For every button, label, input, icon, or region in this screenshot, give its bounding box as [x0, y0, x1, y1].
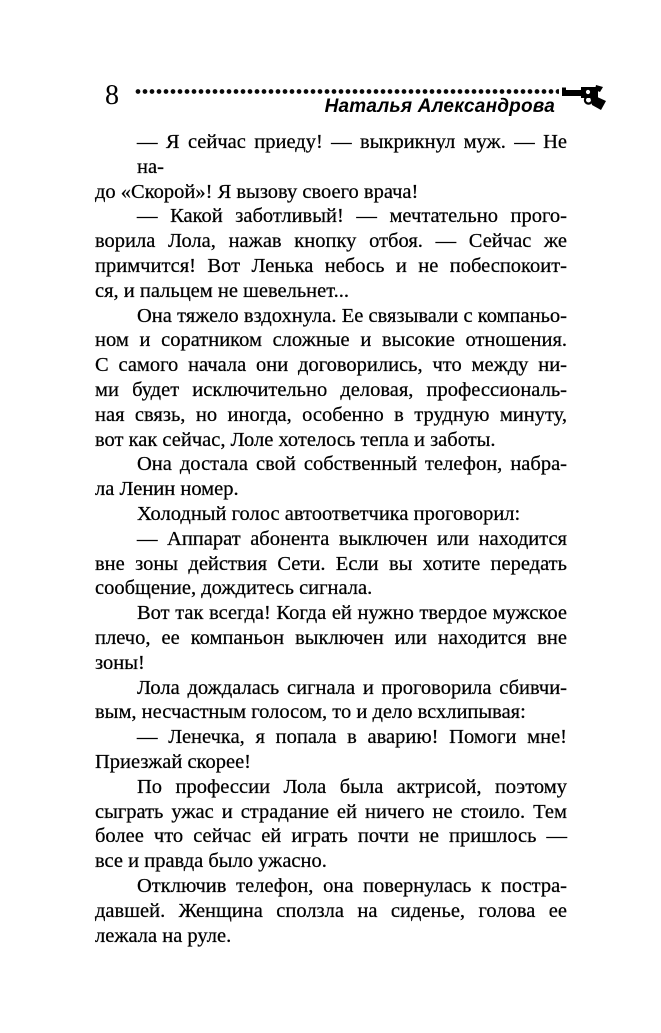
text-line: ворила Лола, нажав кнопку отбоя. — Сейчас же: [95, 230, 567, 253]
text-line: С самого начала они договорились, что между ни-: [95, 354, 567, 377]
revolver-icon: [561, 82, 607, 110]
text-line: Отключив телефон, она повернулась к постра-: [137, 874, 567, 897]
text-line: ми будет исключительно деловая, профессиональ-: [95, 378, 567, 401]
text-line: Она тяжело вздохнула. Ее связывали с компаньо-: [137, 304, 567, 327]
paragraph: [95, 304, 567, 453]
paragraph: [95, 502, 567, 527]
text-line: Она достала свой собственный телефон, набра-: [137, 453, 567, 476]
text-line: — Какой заботливый! — мечтательно прого-: [137, 205, 567, 228]
text-line: примчится! Вот Ленька небось и не побеспокоит-: [95, 254, 567, 277]
text-line: ся, и пальцем не шевельнет...: [95, 279, 350, 302]
running-head: [105, 80, 605, 130]
paragraph: [95, 527, 567, 601]
paragraph: [95, 130, 567, 204]
paragraph: [95, 601, 567, 675]
text-line: ла Ленин номер.: [95, 478, 239, 501]
text-line: до «Скорой»! Я вызову своего врача!: [95, 180, 419, 203]
text-line: Вот так всегда! Когда ей нужно твердое мужское: [137, 602, 567, 625]
text-line: вот как сейчас, Лоле хотелось тепла и заботы.: [95, 428, 496, 451]
text-line: давшей. Женщина сползла на сиденье, голова ее: [95, 899, 567, 922]
text-line: сыграть ужас и страдание ей ничего не стоило. Тем: [95, 800, 567, 823]
text-line: По профессии Лола была актрисой, поэтому: [137, 775, 567, 798]
paragraph: [95, 204, 567, 303]
text-line: Холодный голос автоответчика проговорил:: [137, 502, 521, 525]
page-number: 8: [105, 80, 119, 111]
text-line: вым, несчастным голосом, то и дело всхлипывая:: [95, 701, 526, 724]
text-line: — Ленечка, я попала в аварию! Помоги мне!: [137, 726, 567, 749]
text-line: — Я сейчас приеду! — выкрикнул муж. — Не на-: [137, 131, 567, 178]
page-text: [95, 130, 567, 948]
text-line: лежала на руле.: [95, 924, 232, 947]
text-line: ная связь, но иногда, особенно в трудную минуту,: [95, 403, 567, 426]
paragraph: [95, 725, 567, 775]
text-line: вне зоны действия Сети. Если вы хотите передать: [95, 552, 567, 575]
text-line: все и правда было ужасно.: [95, 850, 327, 873]
text-line: зоны!: [95, 651, 145, 674]
text-line: — Аппарат абонента выключен или находится: [137, 527, 567, 550]
text-line: сообщение, дождитесь сигнала.: [95, 577, 373, 600]
text-line: более что сейчас ей играть почти не пришлось —: [95, 825, 567, 848]
paragraph: [95, 452, 567, 502]
text-line: ном и соратником сложные и высокие отношения.: [95, 329, 567, 352]
dotted-rule: [135, 88, 559, 95]
text-line: Приезжай скорее!: [95, 750, 252, 773]
running-head-author: Наталья Александрова: [324, 96, 555, 117]
paragraph: [95, 775, 567, 949]
text-line: Лола дождалась сигнала и проговорила сбивчи-: [137, 676, 567, 699]
paragraph: [95, 676, 567, 726]
text-line: плечо, ее компаньон выключен или находится вне: [95, 626, 567, 649]
